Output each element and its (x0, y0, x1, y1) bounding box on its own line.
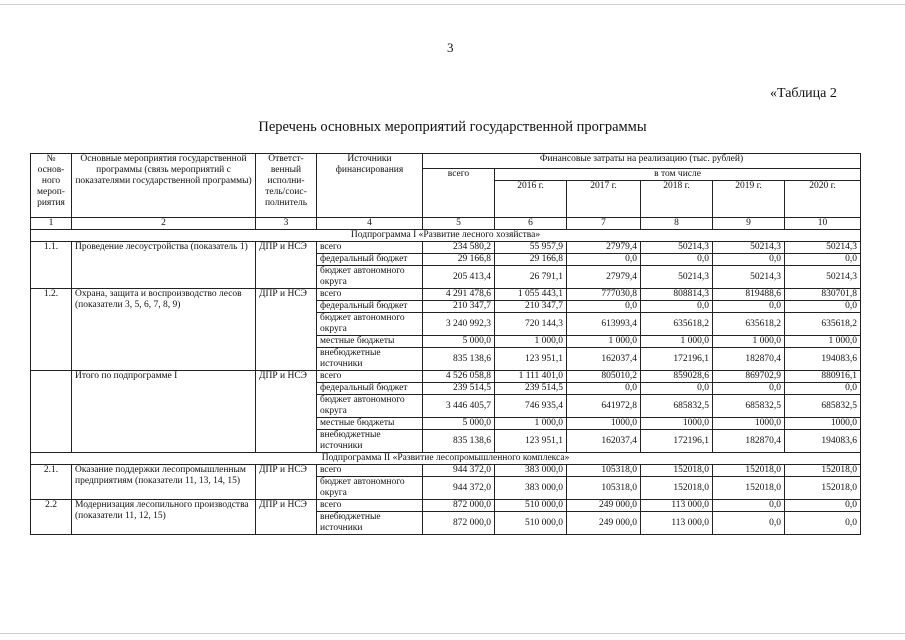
column-number-row (31, 218, 861, 230)
cost-value: 0,0 (785, 383, 861, 395)
cost-value: 0,0 (713, 512, 785, 535)
activity-number: 1.2. (31, 289, 72, 371)
funding-source: бюджет автономного округа (317, 395, 423, 418)
cost-value: 808814,3 (641, 289, 713, 301)
activity-number: 2.2 (31, 500, 72, 535)
activity-name: Модернизация лесопильного производства (показатели 11, 12, 15) (72, 500, 256, 535)
cost-value: 613993,4 (567, 313, 641, 336)
cost-value: 0,0 (641, 383, 713, 395)
cost-value: 0,0 (567, 254, 641, 266)
column-number: 4 (317, 218, 423, 230)
funding-source: бюджет автономного округа (317, 266, 423, 289)
cost-value: 1 000,0 (785, 336, 861, 348)
cost-value: 0,0 (567, 383, 641, 395)
header-incl: в том числе (495, 169, 861, 181)
responsible-executor: ДПР и НСЭ (256, 371, 317, 453)
header-activity: Основные мероприятия государственной программы (связь мероприятий с показателями государственной программы) (72, 154, 256, 218)
funding-source: местные бюджеты (317, 336, 423, 348)
cost-value: 5 000,0 (423, 418, 495, 430)
activity-name: Итого по подпрограмме I (72, 371, 256, 453)
cost-value: 210 347,7 (423, 301, 495, 313)
cost-value: 26 791,1 (495, 266, 567, 289)
funding-source: бюджет автономного округа (317, 313, 423, 336)
cost-value: 835 138,6 (423, 348, 495, 371)
cost-value: 0,0 (567, 301, 641, 313)
cost-value: 0,0 (785, 500, 861, 512)
cost-value: 50214,3 (641, 266, 713, 289)
header-year: 2019 г. (713, 181, 785, 218)
cost-value: 819488,6 (713, 289, 785, 301)
cost-value: 1 000,0 (495, 336, 567, 348)
cost-value: 152018,0 (713, 465, 785, 477)
column-number: 10 (785, 218, 861, 230)
header-year: 2018 г. (641, 181, 713, 218)
cost-value: 0,0 (713, 500, 785, 512)
cost-value: 194083,6 (785, 430, 861, 453)
cost-value: 205 413,4 (423, 266, 495, 289)
cost-value: 172196,1 (641, 430, 713, 453)
cost-value: 123 951,1 (495, 430, 567, 453)
cost-value: 383 000,0 (495, 477, 567, 500)
activity-number: 2.1. (31, 465, 72, 500)
column-number: 3 (256, 218, 317, 230)
cost-value: 944 372,0 (423, 465, 495, 477)
cost-value: 194083,6 (785, 348, 861, 371)
header-responsible: Ответст- венный исполни- тель/соис- полнитель (256, 154, 317, 218)
table-body (31, 154, 861, 535)
cost-value: 1 055 443,1 (495, 289, 567, 301)
column-number: 8 (641, 218, 713, 230)
program-activities-table (30, 153, 861, 535)
cost-value: 249 000,0 (567, 500, 641, 512)
cost-value: 105318,0 (567, 477, 641, 500)
responsible-executor: ДПР и НСЭ (256, 500, 317, 535)
cost-value: 4 291 478,6 (423, 289, 495, 301)
scan-edge-top (0, 4, 905, 5)
header-total: всего (423, 169, 495, 218)
cost-value: 123 951,1 (495, 348, 567, 371)
cost-value: 944 372,0 (423, 477, 495, 500)
funding-source: внебюджетные источники (317, 430, 423, 453)
header-num: № основ- ного мероп- риятия (31, 154, 72, 218)
cost-value: 105318,0 (567, 465, 641, 477)
table-row (31, 465, 861, 477)
cost-value: 510 000,0 (495, 512, 567, 535)
cost-value: 162037,4 (567, 430, 641, 453)
table-row (31, 242, 861, 254)
funding-source: всего (317, 371, 423, 383)
cost-value: 510 000,0 (495, 500, 567, 512)
table-label: «Таблица 2 (770, 86, 837, 101)
header-year: 2020 г. (785, 181, 861, 218)
subprogram-2-row-title: Подпрограмма II «Развитие лесопромышленного комплекса» (31, 453, 861, 465)
cost-value: 872 000,0 (423, 512, 495, 535)
table-row (31, 500, 861, 512)
cost-value: 1 000,0 (641, 336, 713, 348)
cost-value: 1000,0 (785, 418, 861, 430)
cost-value: 152018,0 (785, 477, 861, 500)
cost-value: 1 000,0 (567, 336, 641, 348)
header-row-1 (31, 154, 861, 169)
activity-name: Охрана, защита и воспроизводство лесов (показатели 3, 5, 6, 7, 8, 9) (72, 289, 256, 371)
cost-value: 4 526 058,8 (423, 371, 495, 383)
cost-value: 1000,0 (567, 418, 641, 430)
cost-value: 162037,4 (567, 348, 641, 371)
cost-value: 3 446 405,7 (423, 395, 495, 418)
cost-value: 0,0 (713, 254, 785, 266)
funding-source: бюджет автономного округа (317, 477, 423, 500)
funding-source: всего (317, 465, 423, 477)
column-number: 7 (567, 218, 641, 230)
responsible-executor: ДПР и НСЭ (256, 289, 317, 371)
table-row (31, 289, 861, 301)
subprogram-2-row (31, 453, 861, 465)
activity-name: Оказание поддержки лесопромышленным предприятиям (показатели 11, 13, 14, 15) (72, 465, 256, 500)
cost-value: 249 000,0 (567, 512, 641, 535)
responsible-executor: ДПР и НСЭ (256, 465, 317, 500)
funding-source: внебюджетные источники (317, 348, 423, 371)
funding-source: внебюджетные источники (317, 512, 423, 535)
cost-value: 234 580,2 (423, 242, 495, 254)
cost-value: 720 144,3 (495, 313, 567, 336)
header-costs: Финансовые затраты на реализацию (тыс. рублей) (423, 154, 861, 169)
cost-value: 1 111 401,0 (495, 371, 567, 383)
cost-value: 635618,2 (785, 313, 861, 336)
cost-value: 152018,0 (641, 477, 713, 500)
activity-number (31, 371, 72, 453)
cost-value: 383 000,0 (495, 465, 567, 477)
scan-edge-bottom (0, 633, 905, 634)
activity-name: Проведение лесоустройства (показатель 1) (72, 242, 256, 289)
cost-value: 1 000,0 (495, 418, 567, 430)
funding-source: местные бюджеты (317, 418, 423, 430)
column-number: 1 (31, 218, 72, 230)
cost-value: 0,0 (785, 254, 861, 266)
cost-value: 27979,4 (567, 266, 641, 289)
responsible-executor: ДПР и НСЭ (256, 242, 317, 289)
cost-value: 1 000,0 (713, 336, 785, 348)
cost-value: 0,0 (641, 301, 713, 313)
cost-value: 50214,3 (641, 242, 713, 254)
cost-value: 685832,5 (713, 395, 785, 418)
cost-value: 182870,4 (713, 348, 785, 371)
cost-value: 50214,3 (713, 266, 785, 289)
subprogram-1-row-title: Подпрограмма I «Развитие лесного хозяйства» (31, 230, 861, 242)
cost-value: 805010,2 (567, 371, 641, 383)
cost-value: 172196,1 (641, 348, 713, 371)
cost-value: 0,0 (641, 254, 713, 266)
column-number: 6 (495, 218, 567, 230)
cost-value: 50214,3 (785, 242, 861, 254)
cost-value: 55 957,9 (495, 242, 567, 254)
cost-value: 685832,5 (641, 395, 713, 418)
cost-value: 635618,2 (641, 313, 713, 336)
cost-value: 152018,0 (713, 477, 785, 500)
subprogram-1-row (31, 230, 861, 242)
cost-value: 835 138,6 (423, 430, 495, 453)
cost-value: 1000,0 (713, 418, 785, 430)
cost-value: 29 166,8 (423, 254, 495, 266)
cost-value: 50214,3 (785, 266, 861, 289)
cost-value: 0,0 (785, 301, 861, 313)
page-number: 3 (447, 40, 454, 55)
cost-value: 3 240 992,3 (423, 313, 495, 336)
column-number: 9 (713, 218, 785, 230)
header-year: 2016 г. (495, 181, 567, 218)
cost-value: 239 514,5 (495, 383, 567, 395)
cost-value: 872 000,0 (423, 500, 495, 512)
funding-source: всего (317, 289, 423, 301)
column-number: 5 (423, 218, 495, 230)
cost-value: 152018,0 (785, 465, 861, 477)
cost-value: 777030,8 (567, 289, 641, 301)
cost-value: 685832,5 (785, 395, 861, 418)
table-row (31, 371, 861, 383)
cost-value: 152018,0 (641, 465, 713, 477)
cost-value: 880916,1 (785, 371, 861, 383)
cost-value: 641972,8 (567, 395, 641, 418)
cost-value: 113 000,0 (641, 512, 713, 535)
cost-value: 0,0 (713, 383, 785, 395)
funding-source: федеральный бюджет (317, 301, 423, 313)
cost-value: 746 935,4 (495, 395, 567, 418)
cost-value: 113 000,0 (641, 500, 713, 512)
cost-value: 830701,8 (785, 289, 861, 301)
cost-value: 50214,3 (713, 242, 785, 254)
cost-value: 5 000,0 (423, 336, 495, 348)
funding-source: федеральный бюджет (317, 254, 423, 266)
funding-source: федеральный бюджет (317, 383, 423, 395)
cost-value: 0,0 (713, 301, 785, 313)
cost-value: 239 514,5 (423, 383, 495, 395)
cost-value: 210 347,7 (495, 301, 567, 313)
funding-source: всего (317, 500, 423, 512)
cost-value: 859028,6 (641, 371, 713, 383)
funding-source: всего (317, 242, 423, 254)
cost-value: 869702,9 (713, 371, 785, 383)
cost-value: 27979,4 (567, 242, 641, 254)
cost-value: 635618,2 (713, 313, 785, 336)
activity-number: 1.1. (31, 242, 72, 289)
cost-value: 182870,4 (713, 430, 785, 453)
cost-value: 29 166,8 (495, 254, 567, 266)
header-sources: Источники финансирования (317, 154, 423, 218)
header-year: 2017 г. (567, 181, 641, 218)
column-number: 2 (72, 218, 256, 230)
cost-value: 0,0 (785, 512, 861, 535)
document-title: Перечень основных мероприятий государственной программы (258, 119, 647, 135)
cost-value: 1000,0 (641, 418, 713, 430)
